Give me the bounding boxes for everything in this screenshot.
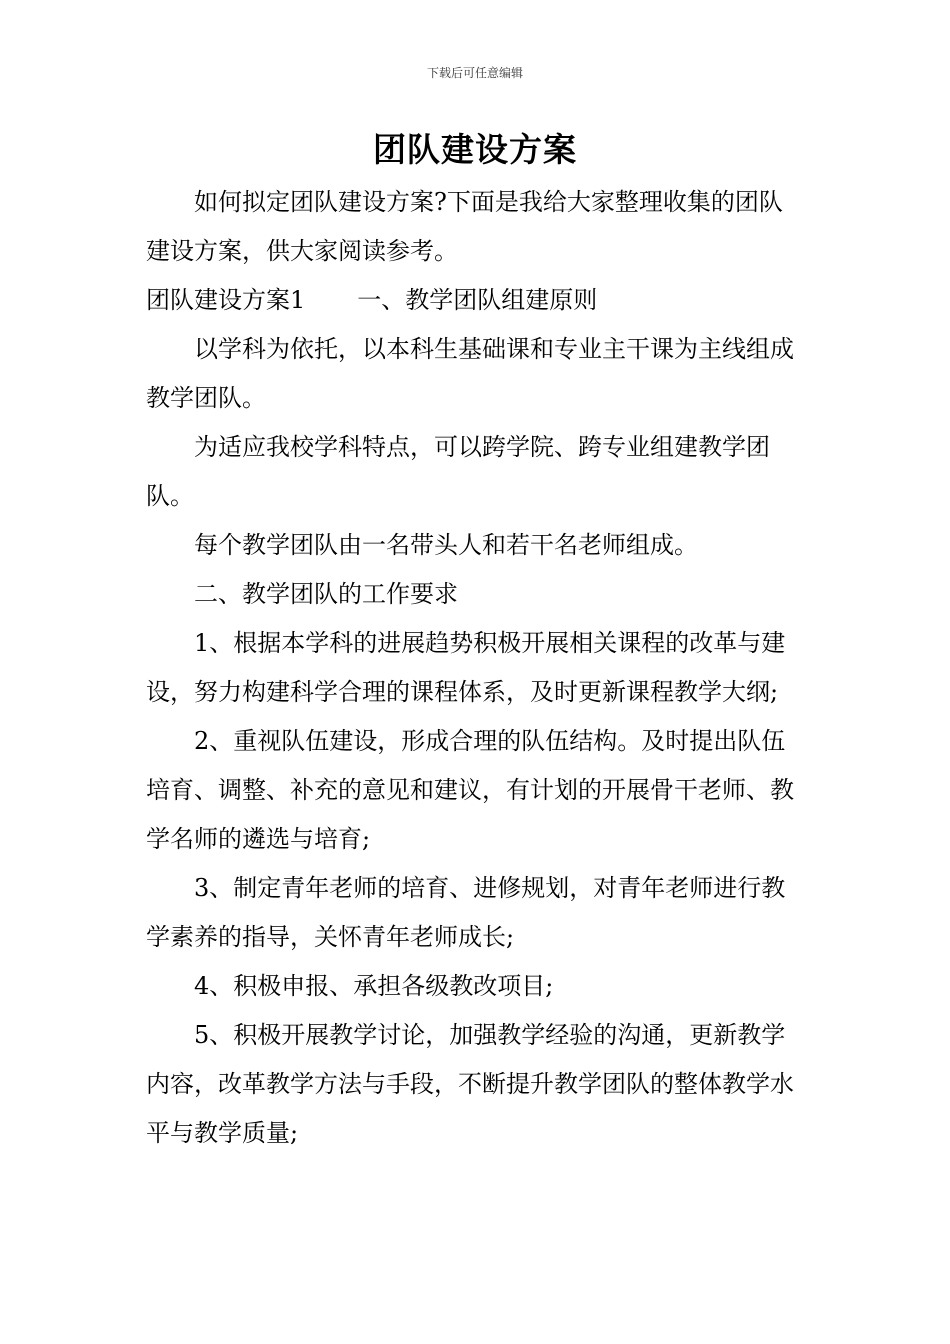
intro-paragraph: 如何拟定团队建设方案?下面是我给大家整理收集的团队建设方案，供大家阅读参考。 [146, 188, 783, 265]
header-note: 下载后可任意编辑 [426, 66, 523, 80]
requirement-3: 3、制定青年老师的培育、进修规划，对青年老师进行教学素养的指导，关怀青年老师成长; [146, 874, 786, 951]
paragraph-2: 为适应我校学科特点，可以跨学院、跨专业组建教学团队。 [146, 433, 770, 510]
section-1-line [146, 276, 806, 325]
paragraph-3: 每个教学团队由一名带头人和若干名老师组成。 [194, 531, 698, 559]
requirement-4: 4、积极申报、承担各级教改项目; [194, 972, 554, 1000]
requirement-5: 5、积极开展教学讨论，加强教学经验的沟通，更新教学内容，改革教学方法与手段，不断提升教学团队的整体教学水平与教学质量; [146, 1021, 794, 1147]
section-2-heading: 二、教学团队的工作要求 [194, 580, 458, 608]
requirement-2: 2、重视队伍建设，形成合理的队伍结构。及时提出队伍培育、调整、补充的意见和建议，有计划的开展骨干老师、教学名师的遴选与培育; [146, 727, 794, 853]
requirement-1: 1、根据本学科的进展趋势积极开展相关课程的改革与建设，努力构建科学合理的课程体系，及时更新课程教学大纲; [146, 629, 786, 706]
paragraph-1: 以学科为依托，以本科生基础课和专业主干课为主线组成教学团队。 [146, 335, 794, 412]
page-title: 团队建设方案 [373, 130, 577, 169]
document-body [146, 178, 806, 1158]
section-1-label: 团队建设方案1 [146, 286, 306, 314]
section-1-heading: 一、教学团队组建原则 [357, 286, 598, 314]
